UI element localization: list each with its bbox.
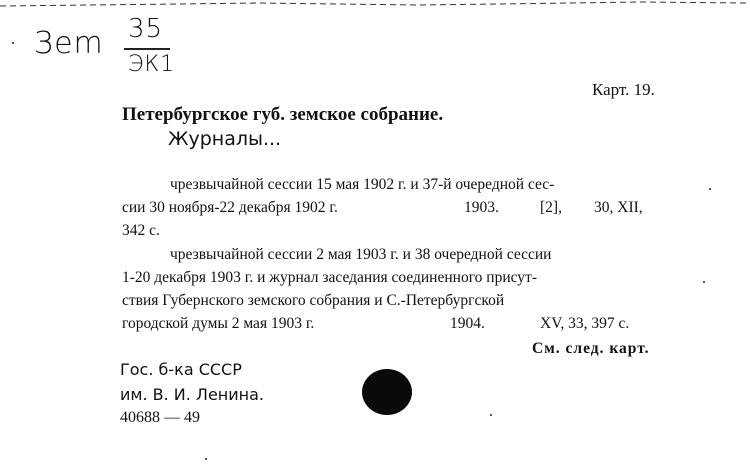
punch-hole-mark [362, 369, 412, 415]
card-top-edge [0, 0, 750, 12]
library-stamp-line-2: им. В. И. Ленина. [120, 385, 265, 404]
entry1-line-1: чрезвычайной сессии 15 мая 1902 г. и 37-й очередной сес- [170, 176, 555, 193]
entry1-volume: [2], [540, 199, 562, 216]
library-stamp-line-3: 40688 — 49 [120, 409, 200, 426]
speck [205, 458, 207, 460]
handwritten-numerator: 35 [128, 14, 164, 44]
entry2-line-1: чрезвычайной сессии 2 мая 1903 г. и 38 очередной сессии [170, 246, 552, 263]
heading: Петербургское губ. земское собрание. [122, 104, 444, 125]
entry2-year: 1904. [450, 315, 485, 332]
speck [709, 188, 711, 190]
speck [703, 281, 705, 283]
entry1-year: 1903. [464, 199, 499, 216]
speck [12, 42, 14, 44]
fraction-line [124, 48, 170, 50]
handwritten-prefix: Зem [34, 26, 104, 61]
entry2-line-4: городской думы 2 мая 1903 г. [122, 315, 315, 332]
speck [490, 414, 492, 416]
continuation-note: См. след. карт. [532, 340, 650, 357]
entry2-line-2: 1-20 декабря 1903 г. и журнал заседания соединенного присут- [122, 269, 537, 286]
entry2-line-3: ствия Губернского земского собрания и С.-Петербургской [122, 292, 505, 309]
entry1-line-2: сии 30 ноября-22 декабря 1902 г. [122, 199, 338, 216]
entry1-pages: 342 с. [122, 222, 160, 239]
library-stamp-line-1: Гос. б-ка СССР [120, 360, 242, 379]
entry2-extent: XV, 33, 397 с. [540, 315, 630, 332]
entry1-rest: 30, XII, [594, 199, 643, 216]
subheading: Журналы... [168, 128, 282, 150]
handwritten-denominator: ЭК1 [128, 52, 176, 77]
card-number: Карт. 19. [592, 80, 655, 99]
